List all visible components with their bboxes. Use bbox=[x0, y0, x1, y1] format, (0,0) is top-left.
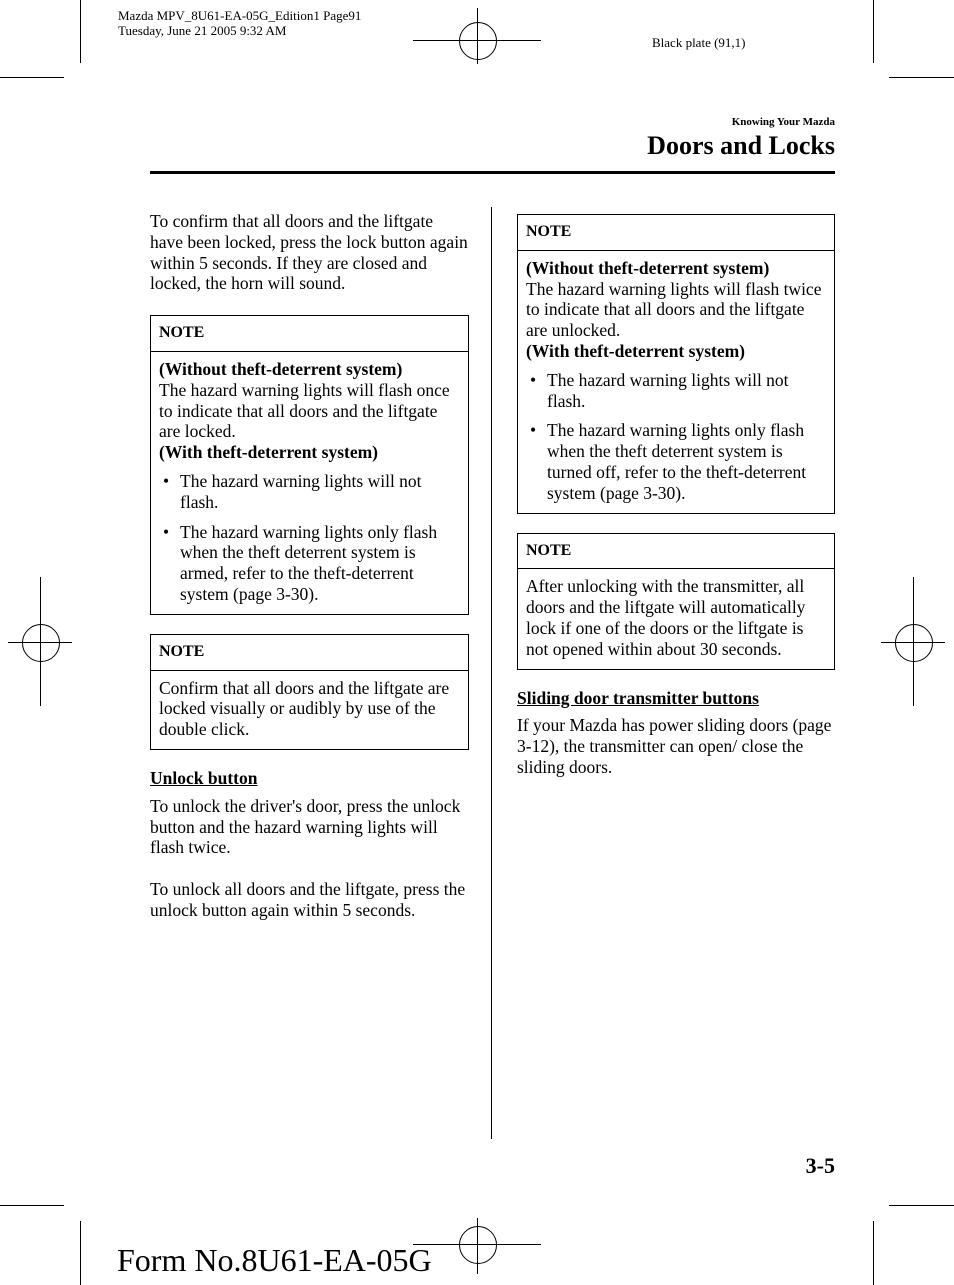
note-subheading: (Without theft-deterrent system) bbox=[526, 257, 770, 278]
note-text: Confirm that all doors and the liftgate are locked visually or audibly by use of the double click. bbox=[159, 677, 450, 740]
note-box bbox=[517, 533, 835, 670]
note-subheading: (Without theft-deterrent system) bbox=[159, 358, 403, 379]
bullet-icon: • bbox=[530, 369, 537, 390]
note-text: After unlocking with the transmitter, all doors and the liftgate will automatically lock if one of the doors or the liftgate is not opened within about 30 seconds. bbox=[526, 576, 806, 659]
column-divider bbox=[491, 207, 492, 1139]
note-heading: NOTE bbox=[151, 635, 468, 671]
page-number: 3-5 bbox=[805, 1153, 835, 1178]
bullet-icon: • bbox=[163, 521, 170, 542]
left-column bbox=[150, 211, 469, 921]
note-subheading: (With theft-deterrent system) bbox=[159, 442, 379, 463]
print-header-line2: Tuesday, June 21 2005 9:32 AM bbox=[118, 23, 287, 38]
note-text: The hazard warning lights will flash twice to indicate that all doors and the liftgate are unlocked. bbox=[526, 278, 822, 341]
title-rule bbox=[150, 171, 835, 174]
note-heading: NOTE bbox=[518, 215, 834, 251]
list-item: • The hazard warning lights will not flash. bbox=[530, 369, 789, 411]
list-item: • The hazard warning lights only flash when the theft deterrent system is turned off, refer to the theft-deterrent system (page 3-30). bbox=[530, 420, 807, 503]
plate-label: Black plate (91,1) bbox=[652, 35, 746, 50]
note-box bbox=[150, 634, 469, 750]
sliding-heading: Sliding door transmitter buttons bbox=[517, 687, 759, 708]
unlock-heading: Unlock button bbox=[150, 767, 258, 788]
right-column bbox=[517, 214, 835, 778]
list-item: • The hazard warning lights only flash when the theft deterrent system is armed, refer to the theft-deterrent system (page 3-30). bbox=[163, 521, 438, 604]
print-header bbox=[118, 8, 361, 38]
note-text: The hazard warning lights will flash once to indicate that all doors and the liftgate are locked. bbox=[159, 379, 450, 442]
form-number: Form No.8U61-EA-05G bbox=[117, 1242, 432, 1278]
note-box bbox=[517, 214, 835, 514]
note-heading: NOTE bbox=[518, 534, 834, 570]
section-title: Doors and Locks bbox=[647, 131, 835, 160]
bullet-icon: • bbox=[530, 420, 537, 441]
note-subheading: (With theft-deterrent system) bbox=[526, 340, 746, 361]
intro-paragraph: To confirm that all doors and the liftgate have been locked, press the lock button again within 5 seconds. If they are closed and locked, the horn will sound. bbox=[150, 211, 468, 294]
unlock-paragraph: To unlock the driver's door, press the unlock button and the hazard warning lights will flash twice. bbox=[150, 795, 461, 858]
note-box bbox=[150, 315, 469, 615]
list-item: • The hazard warning lights will not flash. bbox=[163, 470, 422, 512]
sliding-paragraph: If your Mazda has power sliding doors (page 3-12), the transmitter can open/ close the sliding doors. bbox=[517, 715, 832, 777]
bullet-icon: • bbox=[163, 470, 170, 491]
print-header-line1: Mazda MPV_8U61-EA-05G_Edition1 Page91 bbox=[118, 8, 362, 23]
running-head: Knowing Your Mazda bbox=[731, 116, 835, 128]
unlock-paragraph: To unlock all doors and the liftgate, press the unlock button again within 5 seconds. bbox=[150, 879, 466, 920]
note-heading: NOTE bbox=[151, 316, 468, 352]
